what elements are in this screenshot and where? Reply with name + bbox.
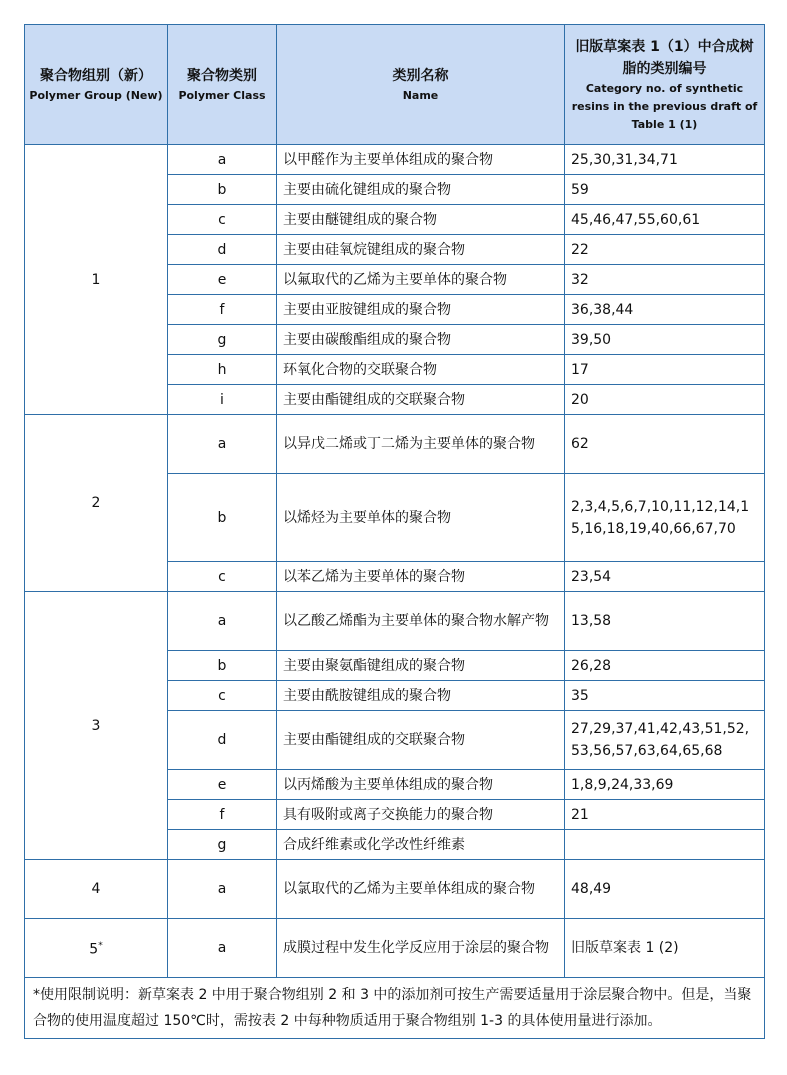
- category-codes: 62: [565, 415, 765, 474]
- header-polymer-class: 聚合物类别 Polymer Class: [168, 25, 277, 145]
- header-polymer-group: 聚合物组别（新） Polymer Group (New): [25, 25, 168, 145]
- class-code: g: [168, 325, 277, 355]
- class-name: 以甲醛作为主要单体组成的聚合物: [277, 145, 565, 175]
- group-id: 1: [25, 145, 168, 415]
- category-codes: 26,28: [565, 651, 765, 681]
- class-name: 主要由酯键组成的交联聚合物: [277, 711, 565, 770]
- class-name: 具有吸附或离子交换能力的聚合物: [277, 800, 565, 830]
- category-codes: 17: [565, 355, 765, 385]
- category-codes: 2,3,4,5,6,7,10,11,12,14,15,16,18,19,40,66,67,70: [565, 474, 765, 562]
- class-name: 以丙烯酸为主要单体组成的聚合物: [277, 770, 565, 800]
- class-name: 主要由酯键组成的交联聚合物: [277, 385, 565, 415]
- class-code: h: [168, 355, 277, 385]
- category-codes: 13,58: [565, 592, 765, 651]
- category-codes: 1,8,9,24,33,69: [565, 770, 765, 800]
- class-code: i: [168, 385, 277, 415]
- footnote: *使用限制说明：新草案表 2 中用于聚合物组别 2 和 3 中的添加剂可按生产需要适量用于涂层聚合物中。但是，当聚合物的使用温度超过 150℃时，需按表 2 中每种物质适用于聚合物组别 1-3 的具体使用量进行添加。: [25, 978, 765, 1039]
- class-code: a: [168, 415, 277, 474]
- category-codes: 22: [565, 235, 765, 265]
- group-id-cell: [25, 919, 168, 978]
- class-code: e: [168, 265, 277, 295]
- class-name: 以异戊二烯或丁二烯为主要单体的聚合物: [277, 415, 565, 474]
- class-code: c: [168, 205, 277, 235]
- header-category-no: 旧版草案表 1（1）中合成树脂的类别编号 Category no. of synthetic resins in the previous draft of Table 1 (1): [565, 25, 765, 145]
- group-id: 3: [25, 592, 168, 860]
- table-row: [25, 415, 765, 474]
- footnote-row: [25, 978, 765, 1039]
- class-code: a: [168, 592, 277, 651]
- table-row: [25, 860, 765, 919]
- category-codes: 旧版草案表 1 (2): [565, 919, 765, 978]
- class-name: 主要由硅氧烷键组成的聚合物: [277, 235, 565, 265]
- category-codes: 20: [565, 385, 765, 415]
- class-code: c: [168, 681, 277, 711]
- category-codes: 21: [565, 800, 765, 830]
- class-name: 以乙酸乙烯酯为主要单体的聚合物水解产物: [277, 592, 565, 651]
- class-name: 以烯烃为主要单体的聚合物: [277, 474, 565, 562]
- polymer-table: [24, 24, 765, 1039]
- category-codes: 35: [565, 681, 765, 711]
- table-row: [25, 145, 765, 175]
- category-codes: 23,54: [565, 562, 765, 592]
- class-name: 环氧化合物的交联聚合物: [277, 355, 565, 385]
- class-name: 主要由酰胺键组成的聚合物: [277, 681, 565, 711]
- class-code: c: [168, 562, 277, 592]
- class-name: 以氯取代的乙烯为主要单体组成的聚合物: [277, 860, 565, 919]
- group-id: 2: [25, 415, 168, 592]
- class-name: 以氟取代的乙烯为主要单体的聚合物: [277, 265, 565, 295]
- table-row: [25, 592, 765, 651]
- category-codes: 25,30,31,34,71: [565, 145, 765, 175]
- category-codes: 59: [565, 175, 765, 205]
- class-code: f: [168, 295, 277, 325]
- class-code: b: [168, 651, 277, 681]
- category-codes: 36,38,44: [565, 295, 765, 325]
- table-row: [25, 919, 765, 978]
- class-code: d: [168, 711, 277, 770]
- group-id: 4: [25, 860, 168, 919]
- category-codes: 48,49: [565, 860, 765, 919]
- category-codes: 45,46,47,55,60,61: [565, 205, 765, 235]
- category-codes: 27,29,37,41,42,43,51,52,53,56,57,63,64,65,68: [565, 711, 765, 770]
- class-code: d: [168, 235, 277, 265]
- class-name: 以苯乙烯为主要单体的聚合物: [277, 562, 565, 592]
- header-name: 类别名称 Name: [277, 25, 565, 145]
- category-codes: 39,50: [565, 325, 765, 355]
- class-code: a: [168, 919, 277, 978]
- class-code: b: [168, 175, 277, 205]
- footnote-marker: *: [98, 941, 103, 952]
- class-code: b: [168, 474, 277, 562]
- class-name: 主要由亚胺键组成的聚合物: [277, 295, 565, 325]
- class-name: 合成纤维素或化学改性纤维素: [277, 830, 565, 860]
- group-id: 5: [89, 941, 99, 958]
- category-codes: [565, 830, 765, 860]
- class-code: e: [168, 770, 277, 800]
- table-container: [24, 24, 764, 1039]
- class-name: 主要由硫化键组成的聚合物: [277, 175, 565, 205]
- class-code: g: [168, 830, 277, 860]
- class-name: 主要由醚键组成的聚合物: [277, 205, 565, 235]
- class-name: 主要由碳酸酯组成的聚合物: [277, 325, 565, 355]
- class-code: f: [168, 800, 277, 830]
- category-codes: 32: [565, 265, 765, 295]
- header-row: [25, 25, 765, 145]
- class-name: 成膜过程中发生化学反应用于涂层的聚合物: [277, 919, 565, 978]
- class-code: a: [168, 860, 277, 919]
- class-name: 主要由聚氨酯键组成的聚合物: [277, 651, 565, 681]
- class-code: a: [168, 145, 277, 175]
